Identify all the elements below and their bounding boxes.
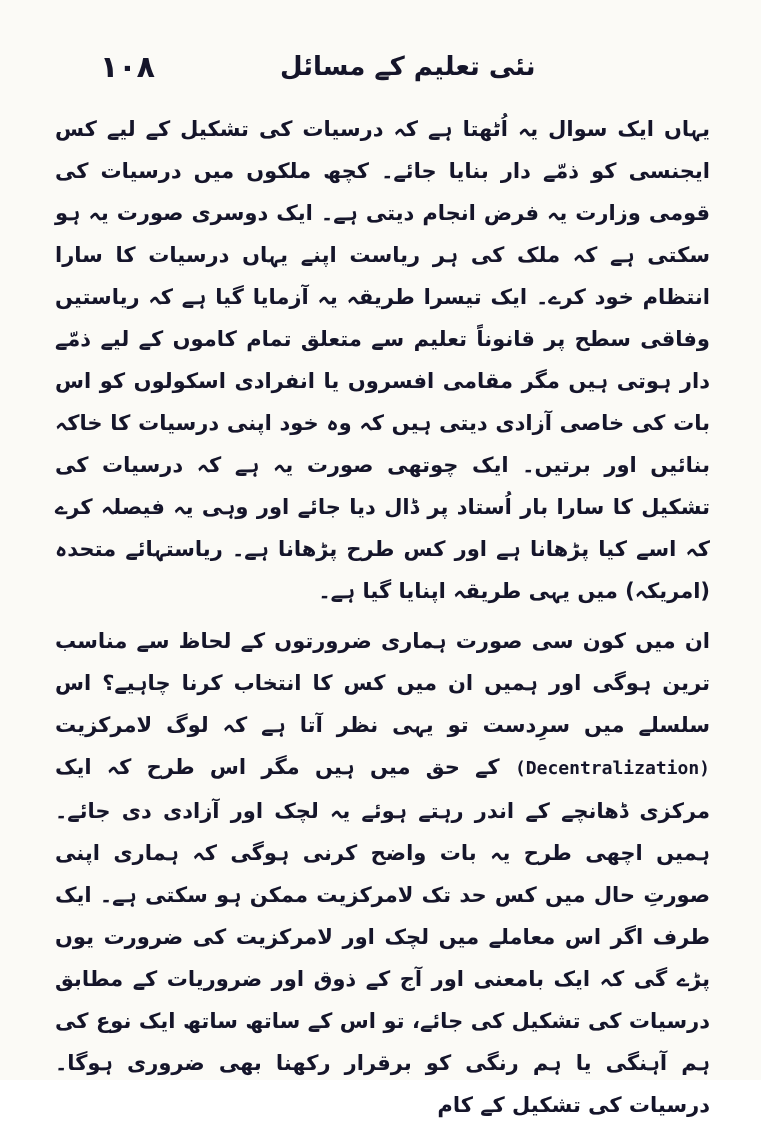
paragraph-text: ان میں کون سی صورت ہماری ضرورتوں کے لحاظ سے مناسب ترین ہوگی اور ہمیں ان میں کس کا انتخاب کرنا چاہیے؟ اس سلسلے میں سرِدست تو یہی نظر آتا ہے کہ لوگ لامرکزیت bbox=[55, 629, 710, 737]
running-title: نئی تعلیم کے مسائل bbox=[280, 52, 536, 82]
body-text bbox=[55, 108, 711, 1117]
page-number: ۱۰۸ bbox=[100, 50, 155, 85]
page-header bbox=[55, 46, 706, 96]
latin-term: (Decentralization) bbox=[514, 758, 711, 779]
paragraph bbox=[55, 620, 710, 1126]
paragraph-text: کے حق میں ہیں مگر اس طرح کہ ایک مرکزی ڈھانچے کے اندر رہتے ہوئے یہ لچک اور آزادی دی جائے۔ ہمیں اچھی طرح یہ بات واضح کرنی ہوگی کہ ہماری اپنی صورتِ حال میں کس حد تک لامرکزیت ممکن ہو سکتی ہے۔ ایک طرف اگر اس معاملے میں لچک اور لامرکزیت کی ضرورت یوں پڑے گی کہ ایک بامعنی اور آج کے ذوق اور ضروریات کے مطابق درسیات کی تشکیل کی جائے، تو اس کے ساتھ ساتھ ایک نوع کی ہم آہنگی یا ہم رنگی کو برقرار رکھنا بھی ضروری ہوگا۔ درسیات کی تشکیل کے کام bbox=[55, 755, 710, 1117]
paragraph: یہاں ایک سوال یہ اُٹھتا ہے کہ درسیات کی تشکیل کے لیے کس ایجنسی کو ذمّے دار بنایا جائے۔ کچھ ملکوں میں درسیات کی قومی وزارت یہ فرض انجام دیتی ہے۔ ایک دوسری صورت یہ ہو سکتی ہے کہ ملک کی ہر ریاست اپنے یہاں درسیات کا سارا انتظام خود کرے۔ ایک تیسرا طریقہ یہ آزمایا گیا ہے کہ ریاستیں وفاقی سطح پر قانوناً تعلیم سے متعلق تمام کاموں کے لیے ذمّے دار ہوتی ہیں مگر مقامی افسروں یا انفرادی اسکولوں کو اس بات کی خاصی آزادی دیتی ہیں کہ وہ خود اپنی درسیات کا خاکہ بنائیں اور برتیں۔ ایک چوتھی صورت یہ ہے کہ درسیات کی تشکیل کا سارا بار اُستاد پر ڈال دیا جائے اور وہی یہ فیصلہ کرے کہ اسے کیا پڑھانا ہے اور کس طرح پڑھانا ہے۔ ریاستہائے متحدہ (امریکہ) میں یہی طریقہ اپنایا گیا ہے۔ bbox=[55, 117, 710, 603]
